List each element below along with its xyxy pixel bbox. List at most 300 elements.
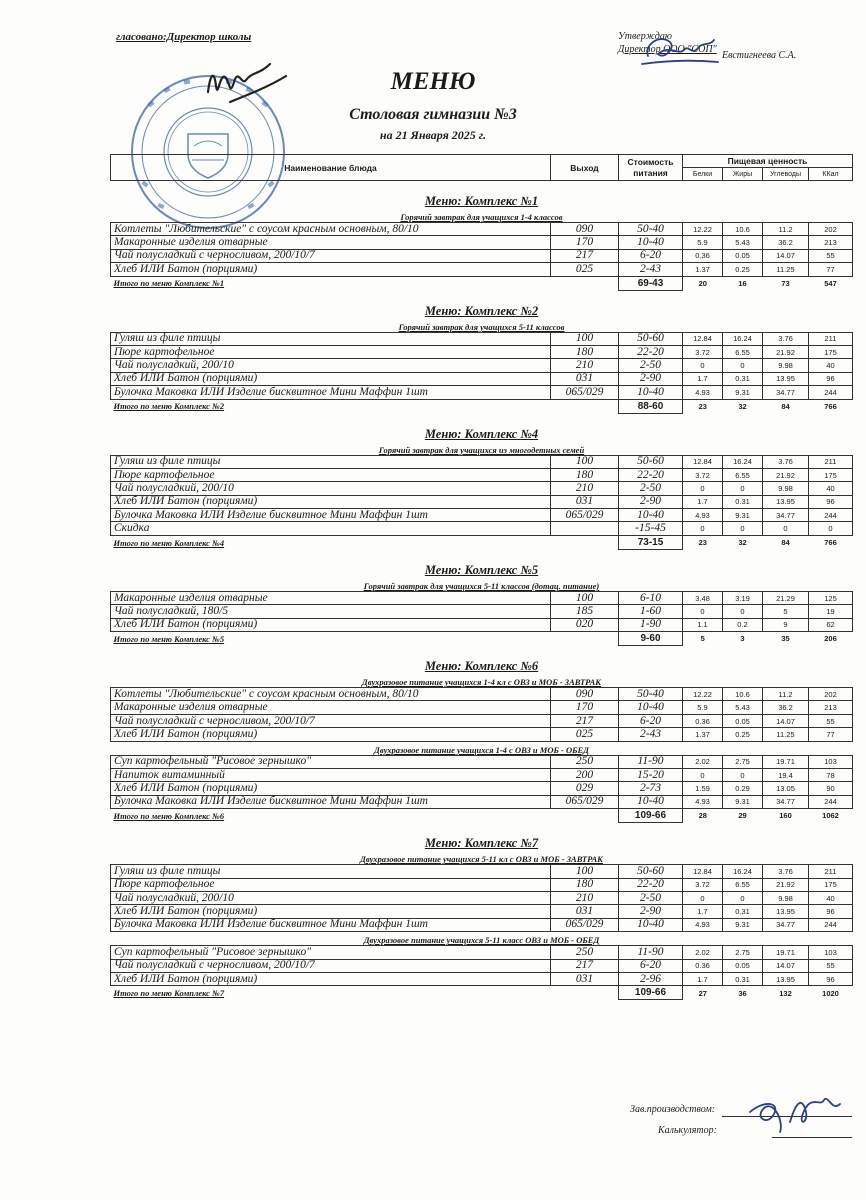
dish-carbs: 21.92 — [763, 468, 809, 481]
dish-carbs: 34.77 — [763, 386, 809, 399]
complex-title-row — [111, 646, 853, 675]
dish-fat: 6.55 — [723, 468, 763, 481]
dish-carbs: 9 — [763, 618, 809, 631]
dish-name: Пюре картофельное — [111, 878, 551, 891]
table-row — [111, 509, 853, 522]
dish-name: Котлеты "Любительские" с соусом красным основным, 80/10 — [111, 688, 551, 701]
dish-kcal: 244 — [809, 918, 853, 931]
dish-kcal: 175 — [809, 878, 853, 891]
total-kcal: 206 — [824, 634, 837, 644]
col-protein-header: Белки — [683, 168, 723, 181]
dish-carbs: 11.25 — [763, 728, 809, 741]
dish-name: Макаронные изделия отварные — [111, 701, 551, 714]
dish-kcal: 125 — [809, 591, 853, 604]
dish-name: Пюре картофельное — [111, 345, 551, 358]
dish-output: 065/029 — [551, 795, 619, 808]
dish-protein: 1.7 — [683, 495, 723, 508]
meal-subtitle: Двухразовое питание учащихся 5-11 класс ОВЗ и МОБ - ОБЕД — [363, 935, 600, 946]
dish-name: Чай полусладкий, 200/10 — [111, 891, 551, 904]
dish-protein: 0 — [683, 768, 723, 781]
dish-carbs: 13.95 — [763, 372, 809, 385]
dish-output: 065/029 — [551, 509, 619, 522]
complex-title-row — [111, 549, 853, 578]
dish-output: 180 — [551, 468, 619, 481]
dish-output: 100 — [551, 332, 619, 345]
dish-kcal: 96 — [809, 905, 853, 918]
dish-fat: 10.6 — [723, 223, 763, 236]
total-row — [111, 986, 853, 1000]
dish-cost: 10-40 — [619, 509, 683, 522]
dish-protein: 1.37 — [683, 728, 723, 741]
col-fat-header: Жиры — [723, 168, 763, 181]
production-manager-label: Зав.производством: — [630, 1104, 716, 1115]
dish-fat: 0.25 — [723, 728, 763, 741]
dish-cost: 2-50 — [619, 482, 683, 495]
table-row — [111, 701, 853, 714]
dish-cost: 50-60 — [619, 455, 683, 468]
complex-title: Меню: Комплекс №2 — [424, 303, 539, 318]
total-carbs: 84 — [781, 538, 790, 548]
dish-carbs: 13.95 — [763, 972, 809, 985]
dish-name: Хлеб ИЛИ Батон (порциями) — [111, 495, 551, 508]
dish-cost: 2-50 — [619, 359, 683, 372]
dish-fat: 0.25 — [723, 263, 763, 276]
table-row — [111, 618, 853, 631]
table-row — [111, 795, 853, 808]
meal-subtitle-row — [111, 209, 853, 223]
dish-output: 170 — [551, 701, 619, 714]
table-row — [111, 455, 853, 468]
dish-name: Гуляш из филе птицы — [111, 455, 551, 468]
dish-cost: 2-73 — [619, 782, 683, 795]
dish-cost: 1-60 — [619, 605, 683, 618]
dish-carbs: 3.76 — [763, 455, 809, 468]
dish-protein: 3.72 — [683, 468, 723, 481]
total-cost: 109-66 — [619, 986, 683, 1000]
table-row — [111, 918, 853, 931]
col-name-header: Наименование блюда — [111, 155, 551, 181]
dish-name: Пюре картофельное — [111, 468, 551, 481]
table-row — [111, 768, 853, 781]
dish-protein: 4.93 — [683, 509, 723, 522]
dish-protein: 12.84 — [683, 455, 723, 468]
total-cost: 9-60 — [619, 632, 683, 646]
dish-output: 020 — [551, 618, 619, 631]
table-row — [111, 468, 853, 481]
total-label: Итого по меню Комплекс №1 — [113, 278, 225, 289]
dish-cost: 2-90 — [619, 372, 683, 385]
dish-carbs: 9.98 — [763, 359, 809, 372]
dish-kcal: 78 — [809, 768, 853, 781]
dish-name: Суп картофельный "Рисовое зернышко" — [111, 755, 551, 768]
meal-subtitle: Горячий завтрак для учащихся из многодетных семей — [378, 444, 585, 455]
menu-table — [110, 154, 853, 1000]
dish-carbs: 9.98 — [763, 482, 809, 495]
meal-subtitle-row — [111, 851, 853, 865]
dish-kcal: 202 — [809, 688, 853, 701]
dish-protein: 3.72 — [683, 878, 723, 891]
dish-fat: 0.31 — [723, 495, 763, 508]
dish-fat: 0 — [723, 768, 763, 781]
dish-output: 100 — [551, 591, 619, 604]
dish-protein: 0.36 — [683, 714, 723, 727]
total-carbs: 84 — [781, 401, 790, 411]
dish-carbs: 34.77 — [763, 795, 809, 808]
dish-name: Чай полусладкий с черносливом, 200/10/7 — [111, 959, 551, 972]
complex-title-row — [111, 413, 853, 442]
meal-subtitle-row — [111, 578, 853, 592]
dish-carbs: 21.92 — [763, 878, 809, 891]
dish-protein: 0 — [683, 891, 723, 904]
dish-protein: 5.9 — [683, 236, 723, 249]
dish-carbs: 34.77 — [763, 918, 809, 931]
dish-carbs: 3.76 — [763, 332, 809, 345]
complex-title: Меню: Комплекс №4 — [424, 426, 539, 441]
dish-carbs: 19.4 — [763, 768, 809, 781]
dish-kcal: 96 — [809, 972, 853, 985]
dish-carbs: 21.92 — [763, 345, 809, 358]
dish-protein: 4.93 — [683, 386, 723, 399]
dish-output: 217 — [551, 249, 619, 262]
dish-protein: 5.9 — [683, 701, 723, 714]
dish-protein: 4.93 — [683, 795, 723, 808]
dish-kcal: 244 — [809, 509, 853, 522]
dish-cost: 6-20 — [619, 959, 683, 972]
total-protein: 23 — [698, 538, 707, 548]
dish-name: Булочка Маковка ИЛИ Изделие бисквитное Мини Маффин 1шт — [111, 509, 551, 522]
meal-subtitle: Двухразовое питание учащихся 5-11 кл с ОВЗ и МОБ - ЗАВТРАК — [360, 854, 603, 865]
total-row — [111, 535, 853, 549]
total-label: Итого по меню Комплекс №4 — [113, 537, 225, 548]
dish-kcal: 0 — [809, 522, 853, 535]
table-row — [111, 495, 853, 508]
col-kcal-header: ККал — [809, 168, 853, 181]
meal-subtitle: Горячий завтрак для учащихся 5-11 классов (дотац. питание) — [363, 580, 600, 591]
dish-fat: 6.55 — [723, 878, 763, 891]
dish-fat: 9.31 — [723, 918, 763, 931]
dish-protein: 3.48 — [683, 591, 723, 604]
dish-name: Булочка Маковка ИЛИ Изделие бисквитное Мини Маффин 1шт — [111, 795, 551, 808]
calculator-label: Калькулятор: — [658, 1125, 717, 1136]
dish-output: 090 — [551, 223, 619, 236]
total-row — [111, 276, 853, 290]
total-row — [111, 632, 853, 646]
dish-protein: 1.59 — [683, 782, 723, 795]
total-kcal: 766 — [824, 538, 837, 548]
total-fat: 32 — [738, 538, 747, 548]
table-row — [111, 959, 853, 972]
dish-fat: 9.31 — [723, 386, 763, 399]
dish-kcal: 55 — [809, 249, 853, 262]
dish-output: 031 — [551, 972, 619, 985]
dish-cost: 10-40 — [619, 918, 683, 931]
dish-kcal: 103 — [809, 946, 853, 959]
total-row — [111, 809, 853, 823]
total-label: Итого по меню Комплекс №2 — [113, 401, 225, 412]
dish-name: Хлеб ИЛИ Батон (порциями) — [111, 905, 551, 918]
dish-protein: 0 — [683, 605, 723, 618]
dish-cost: 10-40 — [619, 701, 683, 714]
dish-name: Чай полусладкий с черносливом, 200/10/7 — [111, 714, 551, 727]
total-protein: 5 — [700, 634, 705, 644]
dish-cost: 1-90 — [619, 618, 683, 631]
dish-carbs: 34.77 — [763, 509, 809, 522]
dish-kcal: 211 — [809, 455, 853, 468]
dish-protein: 0.36 — [683, 249, 723, 262]
dish-output: 031 — [551, 372, 619, 385]
dish-kcal: 175 — [809, 468, 853, 481]
dish-fat: 2.75 — [723, 755, 763, 768]
total-protein: 27 — [698, 988, 707, 998]
page-date: на 21 Января 2025 г. — [379, 128, 487, 142]
dish-fat: 9.31 — [723, 795, 763, 808]
table-row — [111, 891, 853, 904]
dish-output: 180 — [551, 345, 619, 358]
dish-fat: 5.43 — [723, 701, 763, 714]
dish-output: 100 — [551, 455, 619, 468]
approver-signature — [640, 26, 720, 72]
dish-output: 210 — [551, 891, 619, 904]
table-row — [111, 332, 853, 345]
table-row — [111, 714, 853, 727]
meal-subtitle: Двухразовое питание учащихся 1-4 кл с ОВЗ и МОБ - ЗАВТРАК — [361, 677, 602, 688]
complex-title: Меню: Комплекс №5 — [424, 562, 539, 577]
dish-carbs: 19.71 — [763, 946, 809, 959]
dish-output: 210 — [551, 359, 619, 372]
dish-protein: 0.36 — [683, 959, 723, 972]
dish-cost: 22-20 — [619, 878, 683, 891]
dish-kcal: 77 — [809, 728, 853, 741]
dish-carbs: 13.05 — [763, 782, 809, 795]
dish-carbs: 14.07 — [763, 714, 809, 727]
dish-carbs: 21.29 — [763, 591, 809, 604]
dish-output: 185 — [551, 605, 619, 618]
total-fat: 32 — [738, 401, 747, 411]
table-row — [111, 345, 853, 358]
total-cost: 73-15 — [619, 535, 683, 549]
dish-kcal: 244 — [809, 795, 853, 808]
dish-name: Чай полусладкий, 200/10 — [111, 482, 551, 495]
dish-name: Скидка — [111, 522, 551, 535]
total-protein: 23 — [698, 401, 707, 411]
dish-name: Хлеб ИЛИ Батон (порциями) — [111, 782, 551, 795]
table-row — [111, 249, 853, 262]
total-cost: 88-60 — [619, 399, 683, 413]
dish-cost: 2-50 — [619, 891, 683, 904]
table-row — [111, 263, 853, 276]
dish-carbs: 13.95 — [763, 905, 809, 918]
dish-name: Хлеб ИЛИ Батон (порциями) — [111, 372, 551, 385]
dish-carbs: 11.2 — [763, 688, 809, 701]
dish-name: Макаронные изделия отварные — [111, 236, 551, 249]
dish-kcal: 55 — [809, 959, 853, 972]
dish-carbs: 13.95 — [763, 495, 809, 508]
dish-fat: 0 — [723, 482, 763, 495]
dish-carbs: 36.2 — [763, 701, 809, 714]
dish-protein: 2.02 — [683, 946, 723, 959]
complex-title-row — [111, 181, 853, 210]
table-row — [111, 946, 853, 959]
dish-fat: 16.24 — [723, 865, 763, 878]
meal-subtitle: Горячий завтрак для учащихся 1-4 классов — [400, 212, 563, 222]
dish-protein: 0 — [683, 522, 723, 535]
dish-kcal: 175 — [809, 345, 853, 358]
dish-name: Булочка Маковка ИЛИ Изделие бисквитное Мини Маффин 1шт — [111, 918, 551, 931]
total-label: Итого по меню Комплекс №6 — [113, 810, 225, 821]
dish-kcal: 40 — [809, 891, 853, 904]
table-row — [111, 865, 853, 878]
dish-protein: 12.22 — [683, 688, 723, 701]
dish-cost: 50-60 — [619, 865, 683, 878]
dish-name: Булочка Маковка ИЛИ Изделие бисквитное Мини Маффин 1шт — [111, 386, 551, 399]
dish-kcal: 77 — [809, 263, 853, 276]
table-row — [111, 605, 853, 618]
approved-signer: Евстигнеева С.А. — [722, 50, 797, 61]
dish-cost: 15-20 — [619, 768, 683, 781]
dish-output: 090 — [551, 688, 619, 701]
table-row — [111, 522, 853, 535]
total-protein: 20 — [698, 278, 707, 288]
dish-protein: 12.84 — [683, 332, 723, 345]
col-nutrition-header: Пищевая ценность — [683, 155, 853, 168]
dish-carbs: 19.71 — [763, 755, 809, 768]
total-protein: 28 — [698, 811, 707, 821]
dish-output: 100 — [551, 865, 619, 878]
total-carbs: 35 — [781, 634, 790, 644]
production-manager-signature — [740, 1082, 850, 1142]
dish-kcal: 96 — [809, 495, 853, 508]
dish-carbs: 14.07 — [763, 959, 809, 972]
col-cost-header: Стоимость питания — [619, 155, 683, 181]
dish-output: 025 — [551, 263, 619, 276]
table-row — [111, 236, 853, 249]
meal-subtitle: Двухразовое питание учащихся 1-4 с ОВЗ и МОБ - ОБЕД — [374, 744, 589, 755]
dish-protein: 1.7 — [683, 905, 723, 918]
dish-cost: 10-40 — [619, 795, 683, 808]
dish-carbs: 14.07 — [763, 249, 809, 262]
dish-cost: 2-90 — [619, 495, 683, 508]
dish-cost: -15-45 — [619, 522, 683, 535]
dish-output: 065/029 — [551, 918, 619, 931]
dish-output — [551, 522, 619, 535]
dish-protein: 0 — [683, 359, 723, 372]
complex-title-row — [111, 290, 853, 319]
dish-fat: 0.2 — [723, 618, 763, 631]
dish-name: Котлеты "Любительские" с соусом красным основным, 80/10 — [111, 223, 551, 236]
dish-output: 180 — [551, 878, 619, 891]
dish-kcal: 211 — [809, 865, 853, 878]
dish-output: 250 — [551, 946, 619, 959]
table-row — [111, 482, 853, 495]
dish-cost: 11-90 — [619, 946, 683, 959]
dish-output: 029 — [551, 782, 619, 795]
dish-protein: 2.02 — [683, 755, 723, 768]
total-kcal: 1062 — [822, 811, 839, 821]
approved-line1: Утверждаю — [618, 31, 672, 42]
dish-cost: 2-43 — [619, 263, 683, 276]
dish-carbs: 11.25 — [763, 263, 809, 276]
dish-cost: 10-40 — [619, 236, 683, 249]
total-cost: 109-66 — [619, 809, 683, 823]
dish-name: Гуляш из филе птицы — [111, 332, 551, 345]
dish-fat: 0 — [723, 605, 763, 618]
total-label: Итого по меню Комплекс №7 — [113, 988, 225, 999]
dish-name: Чай полусладкий, 200/10 — [111, 359, 551, 372]
dish-cost: 22-20 — [619, 345, 683, 358]
table-row — [111, 386, 853, 399]
total-fat: 36 — [738, 988, 747, 998]
table-row — [111, 359, 853, 372]
dish-output: 065/029 — [551, 386, 619, 399]
total-row — [111, 399, 853, 413]
dish-fat: 0.31 — [723, 905, 763, 918]
table-row — [111, 688, 853, 701]
dish-kcal: 213 — [809, 236, 853, 249]
total-fat: 3 — [740, 634, 745, 644]
dish-cost: 6-20 — [619, 714, 683, 727]
dish-fat: 6.55 — [723, 345, 763, 358]
complex-title: Меню: Комплекс №1 — [424, 194, 539, 208]
dish-name: Хлеб ИЛИ Батон (порциями) — [111, 972, 551, 985]
dish-kcal: 96 — [809, 372, 853, 385]
table-row — [111, 755, 853, 768]
col-carbs-header: Углеводы — [763, 168, 809, 181]
dish-cost: 50-60 — [619, 332, 683, 345]
total-carbs: 73 — [781, 278, 790, 288]
total-label: Итого по меню Комплекс №5 — [113, 633, 225, 644]
complex-title-row — [111, 823, 853, 852]
dish-fat: 16.24 — [723, 332, 763, 345]
total-fat: 29 — [738, 811, 747, 821]
total-carbs: 160 — [779, 811, 792, 821]
dish-fat: 0.31 — [723, 372, 763, 385]
dish-name: Хлеб ИЛИ Батон (порциями) — [111, 728, 551, 741]
dish-cost: 2-90 — [619, 905, 683, 918]
dish-fat: 16.24 — [723, 455, 763, 468]
dish-carbs: 9.98 — [763, 891, 809, 904]
dish-name: Напиток витаминный — [111, 768, 551, 781]
dish-fat: 5.43 — [723, 236, 763, 249]
dish-fat: 9.31 — [723, 509, 763, 522]
dish-kcal: 103 — [809, 755, 853, 768]
dish-protein: 1.37 — [683, 263, 723, 276]
dish-cost: 50-40 — [619, 688, 683, 701]
complex-title: Меню: Комплекс №6 — [424, 659, 539, 674]
table-row — [111, 223, 853, 236]
table-row — [111, 878, 853, 891]
table-row — [111, 728, 853, 741]
dish-output: 031 — [551, 495, 619, 508]
dish-carbs: 0 — [763, 522, 809, 535]
dish-output: 217 — [551, 959, 619, 972]
dish-protein: 1.1 — [683, 618, 723, 631]
total-kcal: 766 — [824, 401, 837, 411]
dish-fat: 3.19 — [723, 591, 763, 604]
dish-kcal: 62 — [809, 618, 853, 631]
total-carbs: 132 — [779, 988, 792, 998]
dish-carbs: 36.2 — [763, 236, 809, 249]
dish-carbs: 3.76 — [763, 865, 809, 878]
dish-fat: 2.75 — [723, 946, 763, 959]
meal-subtitle-row — [111, 319, 853, 333]
dish-kcal: 211 — [809, 332, 853, 345]
dish-fat: 0.31 — [723, 972, 763, 985]
dish-protein: 12.84 — [683, 865, 723, 878]
dish-fat: 0 — [723, 359, 763, 372]
col-output-header: Выход — [551, 155, 619, 181]
dish-kcal: 244 — [809, 386, 853, 399]
table-row — [111, 372, 853, 385]
